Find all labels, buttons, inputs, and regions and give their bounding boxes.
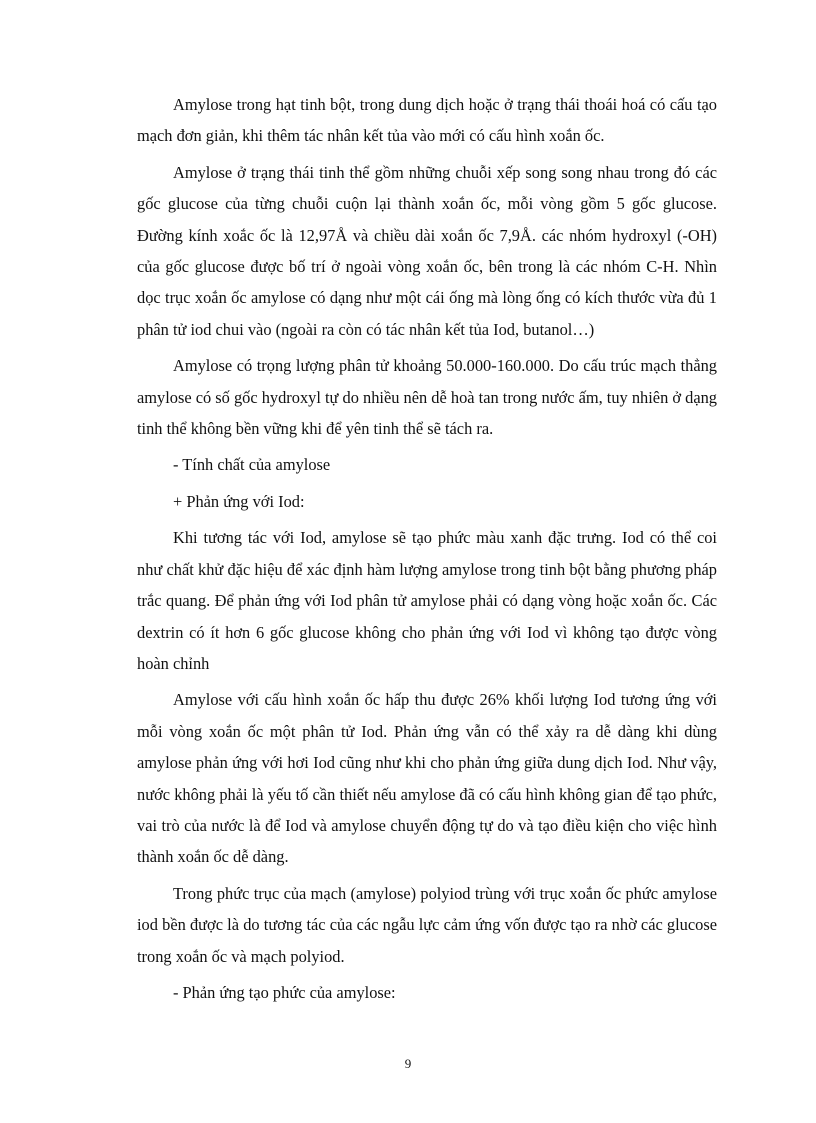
page-body [137,89,717,1013]
paragraph-iodine-absorption: Amylose với cấu hình xoắn ốc hấp thu được 26% khối lượng Iod tương ứng với mỗi vòng xoắn ốc một phân tử Iod. Phản ứng vẫn có thể xảy ra dễ dàng khi dùng amylose phản ứng với hơi Iod cũng như khi cho phản ứng giữa dung dịch Iod. Như vậy, nước không phải là yếu tố cần thiết nếu amylose đã có cấu hình không gian để tạo phức, vai trò của nước là để Iod và amylose chuyển động tự do và tạo điều kiện cho việc hình thành xoắn ốc dễ dàng. [137,690,717,867]
paragraph-complex-axis: Trong phức trục của mạch (amylose) polyiod trùng với trục xoắn ốc phức amylose iod bền được là do tương tác của các ngẫu lực cảm ứng vốn được tạo ra nhờ các glucose trong xoắn ốc và mạch polyiod. [137,883,717,966]
heading-amylose-properties: - Tính chất của amylose [173,455,331,475]
paragraph-molecular-weight: Amylose có trọng lượng phân tử khoảng 50.000-160.000. Do cấu trúc mạch thẳng amylose có số gốc hydroxyl tự do nhiều nên dễ hoà tan trong nước ấm, tuy nhiên ở dạng tinh thể không bền vững khi để yên tinh thể sẽ tách ra. [137,356,717,439]
heading-iodine-reaction: + Phản ứng với Iod: [173,491,305,511]
heading-complex-reaction: - Phản ứng tạo phức của amylose: [173,982,396,1002]
page-number: 9 [404,1056,412,1071]
paragraph-iodine-interaction: Khi tương tác với Iod, amylose sẽ tạo phức màu xanh đặc trưng. Iod có thể coi như chất khử đặc hiệu để xác định hàm lượng amylose trong tinh bột bằng phương pháp trắc quang. Để phản ứng với Iod phân tử amylose phải có dạng vòng hoặc xoắn ốc. Các dextrin có ít hơn 6 gốc glucose không cho phản ứng với Iod vì không tạo được vòng hoàn chỉnh [137,528,717,673]
paragraph-crystal-state: Amylose ở trạng thái tinh thể gồm những chuỗi xếp song song nhau trong đó các gốc glucose của từng chuỗi cuộn lại thành xoắn ốc, mỗi vòng gồm 5 gốc glucose. Đường kính xoắc ốc là 12,97Å và chiều dài xoắn ốc 7,9Å. các nhóm hydroxyl (-OH) của gốc glucose được bố trí ở ngoài vòng xoắn ốc, bên trong là các nhóm C-H. Nhìn dọc trục xoắn ốc amylose có dạng như một cái ống mà lòng ống có kích thước vừa đủ 1 phân tử iod chui vào (ngoài ra còn có tác nhân kết tủa Iod, butanol…) [137,162,717,339]
paragraph-amylose-structure: Amylose trong hạt tinh bột, trong dung dịch hoặc ở trạng thái thoái hoá có cấu tạo mạch đơn giản, khi thêm tác nhân kết tủa vào mới có cấu hình xoắn ốc. [137,95,717,146]
